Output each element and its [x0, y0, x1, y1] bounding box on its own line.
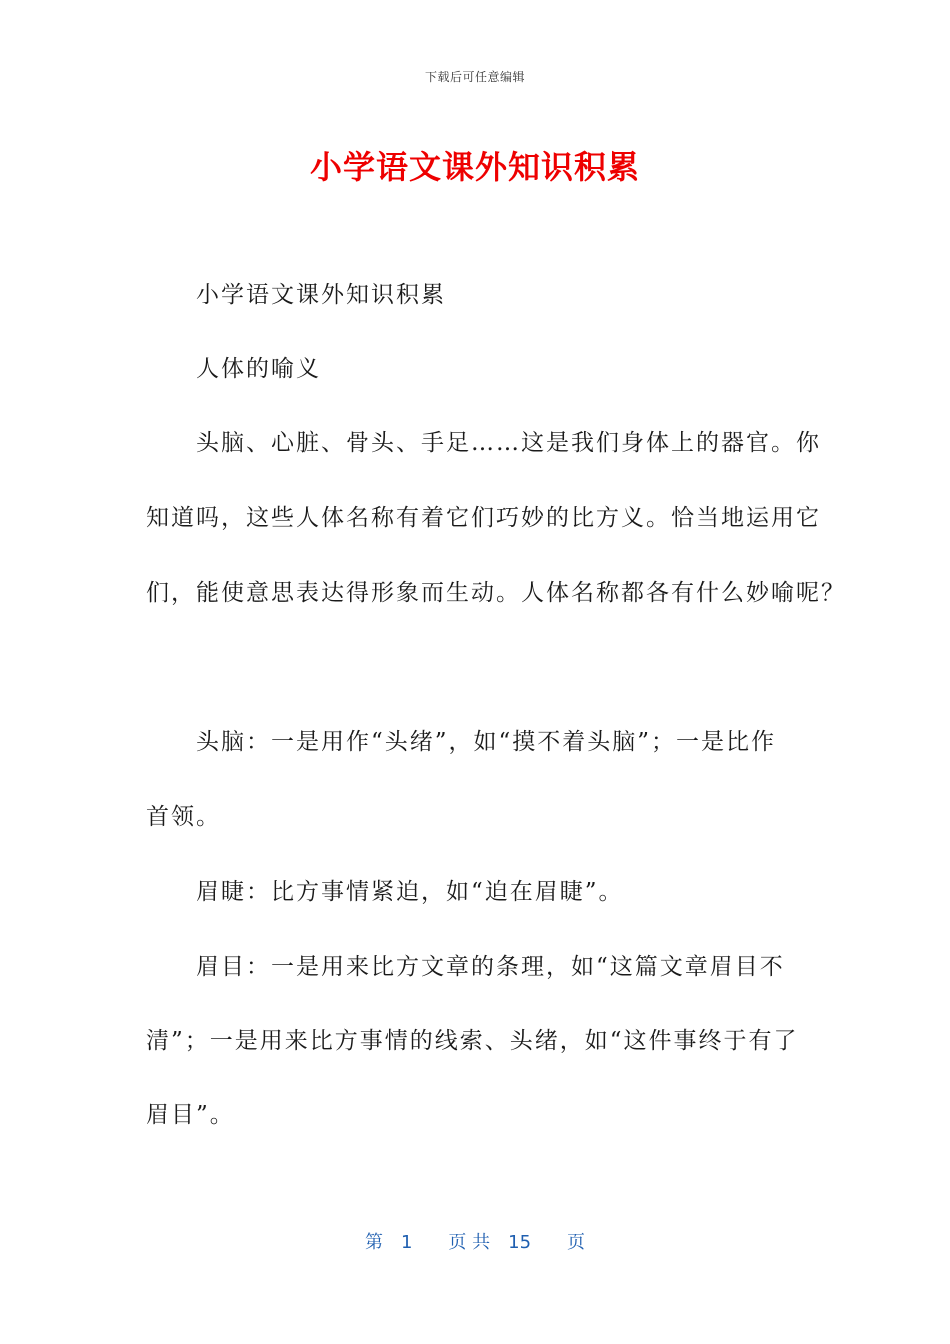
paragraph-line: 眉目”。	[146, 1102, 235, 1128]
document-title: 小学语文课外知识积累	[309, 148, 640, 186]
page-number-footer: 第 1 页 共 15 页	[364, 1232, 586, 1253]
paragraph-line: 清”；一是用来比方事情的线索、头绪，如“这件事终于有了	[146, 1028, 799, 1054]
header-note: 下载后可任意编辑	[424, 70, 525, 84]
paragraph-line: 知道吗，这些人体名称有着它们巧妙的比方义。恰当地运用它	[146, 505, 821, 531]
paragraph-line: 头脑、心脏、骨头、手足……这是我们身体上的器官。你	[146, 430, 821, 456]
paragraph-line: 头脑：一是用作“头绪”，如“摸不着头脑”；一是比作	[146, 729, 777, 755]
paragraph-line: 首领。	[146, 804, 221, 830]
paragraph-line: 眉睫：比方事情紧迫，如“迫在眉睫”。	[146, 879, 624, 905]
paragraph-line: 眉目：一是用来比方文章的条理，如“这篇文章眉目不	[146, 954, 785, 980]
paragraph-line: 人体的喻义	[146, 356, 321, 382]
paragraph-line: 小学语文课外知识积累	[146, 282, 446, 308]
paragraph-line: 们，能使意思表达得形象而生动。人体名称都各有什么妙喻呢？	[146, 580, 846, 606]
